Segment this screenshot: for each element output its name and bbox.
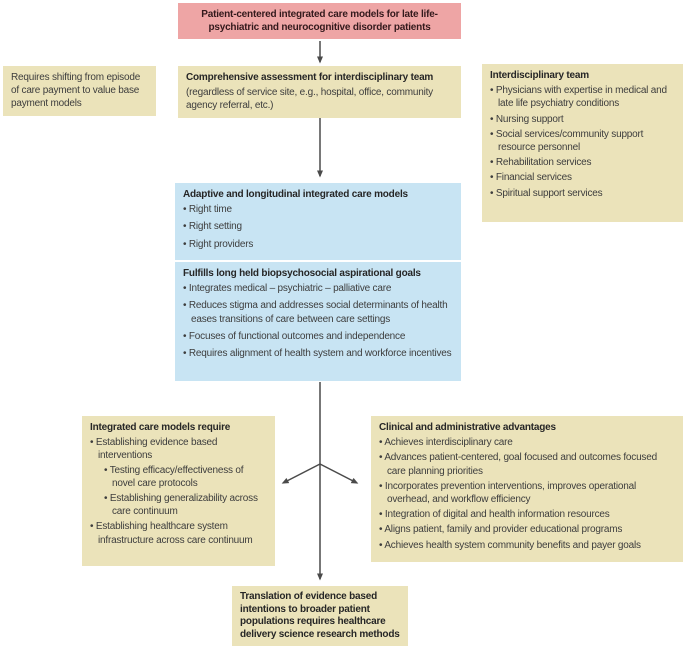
list-item: • Aligns patient, family and provider educational programs [379,523,675,536]
advantages-list [379,436,675,552]
list-item: • Rehabilitation services [490,156,675,169]
assessment-box [178,66,461,118]
goals-title: Fulfills long held biopsychosocial aspirational goals [183,268,421,279]
list-item: • Reduces stigma and addresses social determinants of health eases transitions of care between care settings [183,299,453,325]
arrow-branch-left [283,464,320,483]
list-item: • Spiritual support services [490,187,675,200]
list-item: • Financial services [490,171,675,184]
list-item: • Requires alignment of health system and workforce incentives [183,347,453,360]
goals-box [175,262,461,381]
require-title: Integrated care models require [90,422,231,433]
list-item: • Achieves health system community benefits and payer goals [379,539,675,552]
assessment-title: Comprehensive assessment for interdisciplinary team [186,72,434,83]
list-item-text: Establishing evidence based interventions [95,437,218,462]
team-list [490,84,675,200]
adaptive-box [175,183,461,260]
adaptive-list [183,203,453,251]
payment-box: Requires shifting from episode of care payment to value base payment models [3,66,156,116]
goals-list [183,282,453,360]
assessment-subtitle: (regardless of service site, e.g., hospital, office, community agency referral, etc.) [186,87,433,112]
sub-list-item: • Establishing generalizability across care continuum [104,492,267,518]
list-item: • Right time [183,203,453,216]
list-item: • Social services/community support resource personnel [490,128,675,154]
arrow-branch-right [320,464,357,483]
list-item: • Integration of digital and health information resources [379,508,675,521]
list-item: • Right providers [183,238,453,251]
require-sublist [104,464,267,519]
list-item: • Physicians with expertise in medical and late life psychiatry conditions [490,84,675,110]
translation-box: Translation of evidence based intentions to broader patient populations requires healthcare delivery science research methods [232,586,408,646]
list-item: • Right setting [183,220,453,233]
list-item [90,436,267,518]
team-box [482,64,683,222]
list-item: • Achieves interdisciplinary care [379,436,675,449]
list-item: • Integrates medical – psychiatric – palliative care [183,282,453,295]
list-item: • Advances patient-centered, goal focused and outcomes focused care planning priorities [379,451,675,477]
list-item: • Focuses of functional outcomes and independence [183,330,453,343]
require-box [82,416,275,566]
require-list [90,436,267,547]
advantages-box [371,416,683,562]
adaptive-title: Adaptive and longitudinal integrated care models [183,189,408,200]
advantages-title: Clinical and administrative advantages [379,422,556,433]
list-item: • Nursing support [490,113,675,126]
list-item: • Establishing healthcare system infrastructure across care continuum [90,520,267,546]
team-title: Interdisciplinary team [490,70,589,81]
title-box: Patient-centered integrated care models for late life-psychiatric and neurocognitive disorder patients [178,3,461,39]
list-item: • Incorporates prevention interventions, improves operational overhead, and workflow efficiency [379,480,675,506]
sub-list-item: • Testing efficacy/effectiveness of novel care protocols [104,464,267,490]
